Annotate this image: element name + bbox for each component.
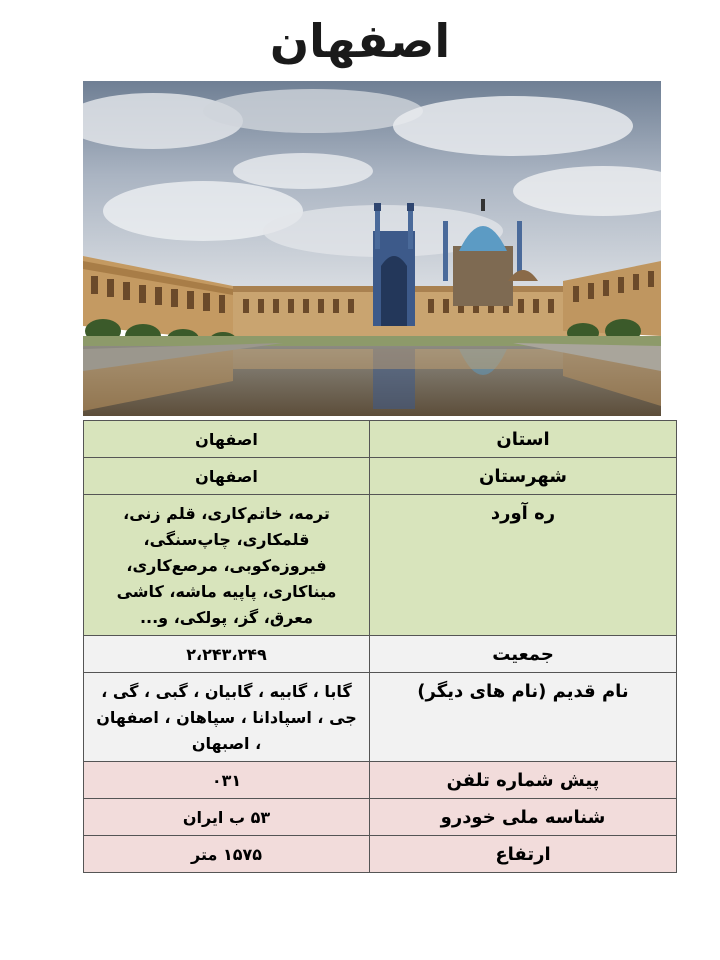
city-photo: [83, 81, 661, 416]
row-value-phone-prefix: ۰۳۱: [84, 762, 370, 799]
table-row: [84, 495, 677, 636]
row-label-phone-prefix: پیش شماره تلفن: [370, 762, 677, 799]
table-row: [84, 673, 677, 762]
row-label-population: جمعیت: [370, 636, 677, 673]
table-row: [84, 762, 677, 799]
row-value-province: اصفهان: [84, 421, 370, 458]
page-title: اصفهان: [269, 14, 451, 68]
row-value-population: ۲،۲۴۳،۲۴۹: [84, 636, 370, 673]
mosque-square-image: [83, 81, 661, 416]
row-label-county: شهرستان: [370, 458, 677, 495]
row-label-souvenirs: ره آورد: [370, 495, 677, 636]
row-label-province: استان: [370, 421, 677, 458]
row-value-souvenirs: ترمه، خاتم‌کاری، قلم زنی، قلمکاری، چاپ‌سنگی، فیروزه‌کوبی، مرصع‌کاری، میناکاری، پاپیه ماشه، کاشی معرق، گز، پولکی، و...: [84, 495, 370, 636]
row-label-old-names: نام قدیم (نام های دیگر): [370, 673, 677, 762]
table-row: [84, 799, 677, 836]
row-value-old-names: گابا ، گابیه ، گابیان ، گبی ، گی ، جی ، اسپادانا ، سپاهان ، اصفهان ، اصبهان: [84, 673, 370, 762]
row-value-county: اصفهان: [84, 458, 370, 495]
row-value-plate-code: ۵۳ ب ایران: [84, 799, 370, 836]
table-row: [84, 458, 677, 495]
row-label-plate-code: شناسه ملی خودرو: [370, 799, 677, 836]
row-label-altitude: ارتفاع: [370, 836, 677, 873]
row-value-altitude: ۱۵۷۵ متر: [84, 836, 370, 873]
table-row: [84, 421, 677, 458]
city-info-table: [83, 420, 677, 873]
table-row: [84, 836, 677, 873]
table-row: [84, 636, 677, 673]
